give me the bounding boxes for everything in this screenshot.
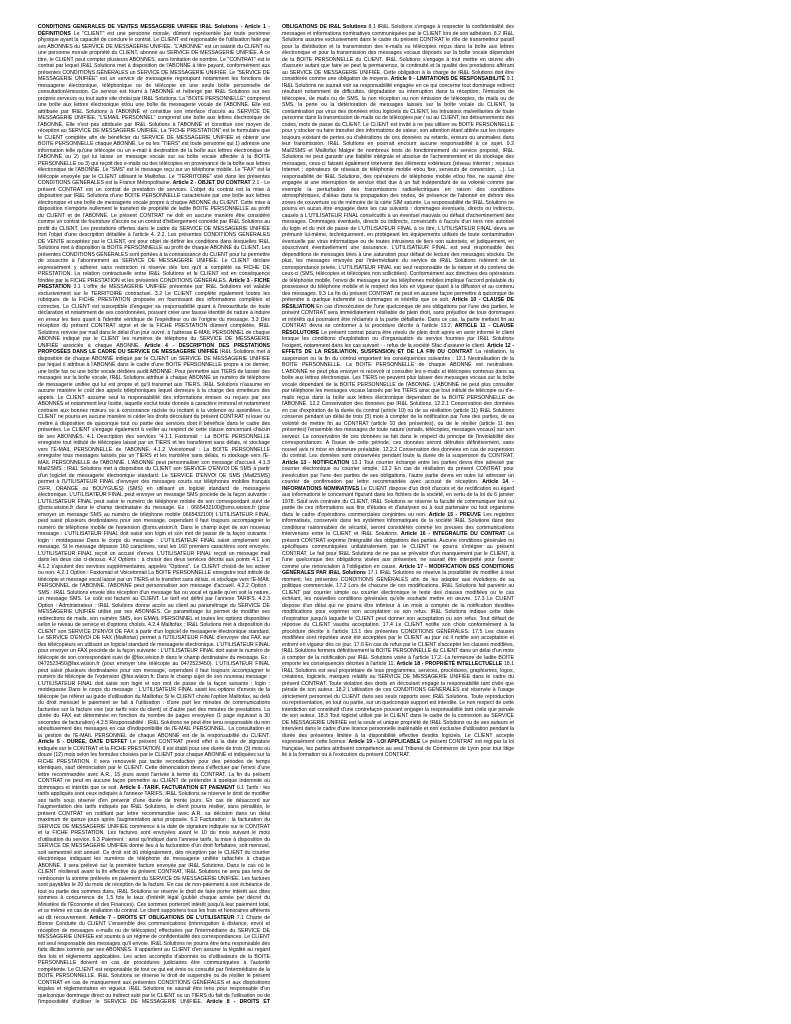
article-heading: Article 17 - MODIFICATION DES CONDITIONS GÉNÉRALES PAR IR&L Solutions xyxy=(282,563,514,576)
article-heading: Article 10 - CLAUSE DE RÉSILIATION xyxy=(282,297,514,310)
article-text: IR&L Solutions met à disposition de chaque ABONNÉ indiqué par le CLIENT un SERVICE DE MESSAGERIE UNIFIÉE par lequel il attribue à l'ABONNÉ dans le cadre d'une BOITE PERSONNELLE propre à ce dernier, une boîte fax ou une boîte vocale dédiées audit ABONNÉ. Pour permettre aux TIERS de laisser des messages sur la boîte vocale, IR&L Solutions attribue à chaque ABONNÉ un numéro de téléphone de messagerie unifiée qui lui est propre et qu'il transmet aux TIERS. IR&L Solutions n'assume en aucune manière le coût des appels téléphoniques lequel demeure à la charge des émetteurs des appels. Le CLIENT assume seul la responsabilité des informations émises ou reçues par ses ABONNÉS et notamment leur licéité, laquelle exclut toute donnée à caractère immoral et notamment contraire aux bonnes mœurs ou à consonance raciste ou incitant à la violence ou assimilées. Le CLIENT ne pourra en aucune manière ni céder les droits découlant du présent CONTRAT ni louer ou mettre à disposition de quiconque tout ou partie des services dont il bénéficie dans le cadre des présentes. Le CLIENT s'engage également à veiller au respect de cette clause concernant chacun de ses ABONNÉS. 4.1 Description des services "4.1.1 Faxtomail : La BOITE PERSONNELLE enregistre tout intitulé de télécopies laissé par un TIERS et les transfèrent sans délais, ni stockage vers l'E-MAIL PERSONNELLE de l'ABONNÉ. 4.1.2 Voicetomail : La BOITE PERSONNELLE enregistre tous messages laissés par un TIERS et les transfère sans délais, ni stockage vers l'E-MAIL PERSONNELLE de l'ABONNÉ. L'ABONNÉ peut personnaliser son message d'accueil. 4.1.3 Mail2SMS : IR&L Solutions met à disposition du CLIENT son SERVICE D'ENVOI DE SMS à partir d'un logiciel de messagerie électronique standard. Le SERVICE D'ENVOI DE SMS (Mail2SMS) permet à l'UTILISATEUR FINAL d'envoyer des messages courts sur téléphones mobiles français (SFR, ORANGE ou BOUYGUES) (SMS) en utilisant un logiciel standard de messagerie électronique. L'UTILISATEUR FINAL peut envoyer un message SMS procède de la façon suivante : L'UTILISATEUR FINAL peut saisir le numéro de téléphone mobile de son correspondant suivi de @sms.wision.fr dans le champ destinataire du message. Ex : 0665432100@sms.wision.fr (pour envoyer un message SMS au numéro de téléphone mobile 0665432100) L'UTILISATEUR FINAL peut saisir plusieurs destinataires pour son message, cependant il faut toujours accompagner le numéro de téléphone mobile de l'extension @sms.wision.fr. Dans le champ sujet de son nouveau message : L'UTILISATEUR FINAL doit saisir son login et son mot de passe de la façon suivante : login : motdepasse Dans le corps du message : L'UTILISATEUR FINAL saisit simplement son message. Si le message dépasse 160 caractères, seul les 160 premiers caractères sont envoyés. L'UTILISATEUR FINAL reçoit un accusé d'envoi. L'UTILISATEUR FINAL reçoit un message mail dans les deux cas ci-dessus. 4.2 Options : à choisir des deux services décrits aux points 4.1.1 et 4.1.2 s'ajoutent des services supplémentaires, appelés "Options". Le CLIENT choisit de les activer ou non. 4.2.1 Option : Faxtomail et Voicetomail La BOITE PERSONNELLE enregistre tout intitulé de télécopie et message vocal laissé par un TIERS et le transfert sans délais, ni stockage vers l'E-MAIL PERSONNEL de l'ABONNÉ. l'ABONNÉ peut personnaliser son message d'accueil. 4.2.2 Option : SMS : IR&L Solutions envoie dès réception d'un message fax ou vocal et quelle qu'en soit la nature, un message SMS. Le coût est facturé au CLIENT. Le tarif est défini par l'annexe TARIFS. 4.2.3 Option : Administrateur : IR&L Solutions donne accès au client au paramétrage du SERVICE DE MESSAGERIE UNIFIÉE utilisé par ses ABONNÉS. Ce paramétrage lui permet de modifier ses redirections de mails, son numéro SMS, son EMAIL PERSONNEL et toutes les options disponibles selon le niveau de service et d'options choisis. 4.2.4 Mailtofax : IR&L Solutions met à disposition du CLIENT son SERVICE D'ENVOI DE FAX à partir d'un logiciel de messagerie électronique standard. Le SERVICE D'ENVOI DE FAX (Mailtofax) permet à l'UTILISATEUR FINAL d'envoyer des FAX sur des télécopieurs en utilisant un logiciel standard de messagerie électronique. L'UTILISATEUR FINAL pour envoyer un FAX procède de la façon suivante : L'UTILISATEUR FINAL doit saisir le numéro de télécopie de son correspondant suivi de @fax.wision.fr dans le champ destinataire du message. Ex : 0472523450@fax.wision.fr (pour envoyer une télécopie au 0472523450). L'UTILISATEUR FINAL peut saisir plusieurs destinataires pour son message, cependant il faut toujours accompagner le numéro de télécopie de l'extension @fax.wision.fr. Dans le champ sujet de son nouveau message : L'UTILISATEUR FINAL doit saisir son login et son mot de passe de la façon suivante : login : motdepasse Dans le corps du message : L'UTILISATEUR FINAL saisit les options d'envois de la télécopie (se référer au guide d'utilisation du Mailtofax Si le CLIENT choisi l'option Mailtofax, au delà du droit mensuel le paiement se fait à l'utilisation : d'une part les minutes de communications facturées sur la facture voix (sur tarifs voix du client) et d'autre part des minutes de prestations. La durée du FAX est déterminée en fonction du nombre de pages envoyées (1 page équivaut à 30 secondes de facturation) 4.2.5 Responsabilité : IR&L Solutions ne peut être tenu responsable du non aboutissement des messages en cas d'indisponibilité de l'E-MAIL PERSONNEL. La consultation et la gestion de l'E-MAIL PERSONNEL de chaque ABONNÉ est de la responsabilité du CLIENT. xyxy=(38,349,270,739)
article-text: Le présent CONTRAT est régi par la loi française, les parties attribuent compétence au seul Tribunal de Commerce de Lyon pour tout litige lié à la formation ou à l'exécution du présent CONTRAT. xyxy=(282,739,514,758)
article-text: 3.1 L'offre de MESSAGERIE UNIFIÉE présentée par IR&L Solutions est valable exclusivement sur le TERRITOIRE contractuel. 3.2 Le CLIENT complète également toutes les rubriques de la FICHE PRESTATION proposée en fournissant des informations complètes et correctes. Le CLIENT est susceptible d'engager sa responsabilité quant à l'inexactitude de toute déclaration et notamment de ses coordonnées, pouvant créer une fausse identité de nature à induire en erreur les tiers quant à l'identité véridique de l'expéditeur ou de l'origine du message. 3.3 Dès réception du présent CONTRAT signé et de la FICHE PRESTATION dûment complétée, IR&L Solutions renvoie par mail dans le délai d'un jour ouvré, à l'adresse E-MAIL PERSONNEL de chaque ABONNÉ indiqué par le CLIENT les numéros de téléphone du SERVICE DE MESSAGERIE UNIFIÉE associés à chaque ABONNÉ. xyxy=(38,284,270,349)
article-text: Le CLIENT dispose d'un droit d'accès et de rectification eu égard aux informations le concernant figurant dans les fichiers de la société, en vertu de la loi du 6 janvier 1978. Sauf avis contraire du CLIENT, IR&L Solutions se réserve la faculté de communiquer tout ou partie de ces informations aux fins d'études et d'analyses ou à tout partenaire ou tout organisme dans le cadre d'opérations commerciales conjointes ou non. xyxy=(282,485,515,518)
article-heading: Article 7 - DROITS ET OBLIGATIONS DE L'UTILISATEUR xyxy=(89,914,237,921)
sections-container xyxy=(38,24,514,1005)
article-text: 17.1 IR&L Solutions se réserve la possibilité de modifier à tout moment, les présentes CONDITIONS GÉNÉRALES afin de les adapter aux évolutions de sa politique commerciale. 17.2 Lors de chacune de ces modifications, IR&L Solutions fait parvenir au CLIENT par courrier simple ou courrier électronique le texte des clauses modifiées ou le cas échéant, les nouvelles conditions générales qu'elle souhaite mettre en œuvre. 17.3 Le CLIENT dispose d'un délai qui ne pourra être inférieur à un mois à compter de la notification desdites modifications pour exprimer son acceptation ou son refus. IR&L Solutions indique cette date d'expiration jusqu'à laquelle le CLIENT peut donner son acceptation ou son refus. Tout défaut de réponse du CLIENT vaudra acceptation. 17.4 Le CLIENT notifie son choix conformément à la procédure décrite à l'article 13.1 des présentes CONDITIONS GÉNÉRALES. 17.5 Les clauses modifiées sont réputées avoir été acceptées par le CLIENT au jour où il notifie son acceptation et entrent en vigueur dès ce jour. 17.6 En cas de refus par le CLIENT d'accepter les clauses modifiées, IR&L Solutions fermera définitivement la BOITE PERSONNELLE du CLIENT dans un délai d'un mois à compter de la notification par IR&L Solutions visée à l'article 17.2. La fermeture de ladite BOITE emporte les conséquences décrites à l'article 11. xyxy=(282,570,514,667)
article-heading: Article 15 - PREUVE xyxy=(428,511,484,518)
article-heading: Article 19 - LOI APPLICABLE xyxy=(348,739,423,745)
article-text: Le présent CONTRAT exprime l'intégralité des obligations des parties. Aucune conditions générales ou spécifiques communiquées unilatéralement par le CLIENT ne pourra s'intégrer au présent CONTRAT. Le fait pour IR&L Solutions de ne pas se prévaloir d'un manquement par le CLIENT, à l'une quelconque des obligations visées aux présentes, ne saurait être interprété pour l'avenir comme une renonciation à l'obligation en cause. xyxy=(282,531,514,570)
article-heading: Article 3 - FICHE PRESTATION xyxy=(38,277,270,290)
article-heading: Article 9 - LIMITATIONS DE RESPONSABILITÉ xyxy=(390,76,507,82)
article-text: En cas d'inexécution de l'une quelconque de ses obligations par l'une des parties, le présent CONTRAT sera immédiatement résiliable de plein droit, sans préjudice de tous dommages et intérêts qui pourraient être réclamés à la partie défaillante. Dans ce cas, la partie mettant fin au CONTRAT devra se conformer à la procédure décrite à l'article 13.2. xyxy=(282,303,514,329)
article-heading: ARTICLE 11 - CLAUSE RÉSOLUTOIRE xyxy=(282,323,514,336)
article-heading: Article 16 - INTEGRALITE DU CONTRAT xyxy=(400,531,509,537)
article-heading: Article 14 - INFORMATIONS NOMINATIVES xyxy=(282,479,514,492)
article-text: 8.1 IR&L Solutions s'engage à respecter la confidentialité des messages et informations nominatives communiquées par le CLIENT lors de son adhésion. 8.2 IR&L Solutions assume exclusivement dans le cadre du présent CONTRAT le rôle de transmetteur passif pour la distribution et la transmission des e-mails ou télécopies reçus dans la boîte aux lettres électronique et pour la transmission des messages vocaux déposés sur la boîte vocale dépendant de la BOITE PERSONNELLE du CLIENT. IR&L Solutions s'engage à tout mettre en œuvre afin d'assurer autant que faire se peut la permanence, la continuité et la qualité des prestations afférant au SERVICE DE MESSAGERIE UNIFIÉE. Cette obligation à la charge de IR&L Solutions doit être considérée comme une obligation de moyens. xyxy=(282,24,514,82)
article-text: La résiliation, la suspension ou la fin du contrat emportent les conséquences suivantes : 12.1 Neutralisation de la BOITE PERSONNELLE. La BOITE PERSONNELLE de chaque ABONNÉ est neutralisée. L'ABONNÉ ne peut plus envoyer ni recevoir ni consulter les e-mails et télécopies contenus dans sa boîte aux lettres électronique. Les TIERS ne peuvent plus laisser des messages vocaux sur la boîte vocale dépendant de la BOITE PERSONNELLE de l'ABONNÉ. L'ABONNÉ ne peut plus consulter par téléphone les messages vocaux laissés par les TIERS ainsi que tout intitulé de télécopie ou d'e-mails reçus dans la boîte aux lettres électronique dépendant de la BOITE PERSONNELLE de l'ABONNÉ. 12.2 Conservation des données par IR&L Solutions. 12.2.1 Conservation des données en cas d'expiration de la durée du contrat (article 10) ou de sa résiliation (article 11) IR&L Solutions conserve pendant un délai de trois (3) mois à compter de la notification par l'une des parties, de sa volonté de mettre fin au CONTRAT (article 10 des présentes), ou de le résilier (article 11 des présentes) l'ensemble des messages de toute nature (emails, télécopies, messages vocaux) sur son serveur. La conservation de ces données se fait dans le respect du principe de l'inviolabilité des correspondances. A l'issue de cette période, ces données seront détruites définitivement, sans nouvel avis ni mise en demeure préalable. 12.2.2 Conservation des données en cas de suspension du contrat. Les données sont conservées pendant toute la durée de la suspension du CONTRAT. xyxy=(282,349,514,459)
document-title: CONDITIONS GENERALES DE VENTES MESSAGERIE UNIFIEE IR&L Solutions xyxy=(38,24,239,30)
article-heading: Article 2 - OBJET DU CONTRAT xyxy=(172,180,253,186)
article-text: 6.1 Tarifs : les tarifs appliqués sont ceux indiqués à l'annexe TARIFS. IR&L Solutions se réserve le droit de modifier ses tarifs sous réserve d'en prévenir d'une durée de trente jours. En cas de désaccord sur l'augmentation des tarifs indiqués par IR&L Solutions, le client pourra résilier, sans pénalités, le présent CONTRAT en notifiant par lettre recommandée avec A.R. sa décision dans un délai maximum de quinze jours après l'augmentation ainsi proposée. 6.2 Facturation : la facturation du SERVICE DE MESSAGERIE UNIFIÉE commence à la date de signature indiquée sur le CONTRAT et la FICHE PRESTATION. Les factures sont envoyées avant le 10 du mois suivant le mois d'utilisation du service. 6.3 Paiement : ainsi qu'indiqué dans l'annexe tarifs, la mise à disposition du SERVICE DE MESSAGERIE UNIFIÉE donne lieu à la facturation d'un droit forfaitaire, soit mensuel, soit semestriel soit annuel. Ce droit est dû intégralement, dès réception par le CLIENT du courrier électronique indiquant les numéros de téléphone de messagerie unifiée rattachés à chaque ABONNÉ. Il sera prélevé sur la première facture envoyée par IR&L Solutions. Dans le cas où le CLIENT résilierait avant la fin effective du présent CONTRAT, IR&L Solutions ne sera pas tenu de rembourser la somme prélevée en paiement du SERVICE DE MESSAGERIE UNIFIÉE. Les factures sont payables le 20 du mois de réception de la facture. En cas de non-paiement à son échéance de tout ou partie des sommes dues, IR&L Solutions se réserve le droit de faire porter intérêt aux dites sommes à concurrence de 1,5 fois le taux d'intérêt légal (publié chaque année par décret du Ministère de l'Économie et des Finances). Ces sommes porteront intérêt jusqu'à leur paiement total, et ce même en cas de résiliation du contrat. Le client supportera tous les frais et honoraires afférents au dit recouvrement. xyxy=(38,784,271,921)
article-text: 9.1 IR&L Solutions ne saurait voir sa responsabilité engagée en ce qui concerne tout dommage indirect résultant notamment de difficultés, dégradation ou interruption dans la réception, l'émission de télécopies, de mails ou de SMS, la non réception ou non émission de télécopies, de mails ou de SMS, la perte ou la détérioration de messages laissés sur la boîte vocale du CLIENT, la contamination par virus des données et/ou logiciels du CLIENT, les intrusions malveillantes de toute personne dans la transmission de mails ou de télécopies par / ou au CLIENT, les détournements des codes, mots de passe du CLIENT. Le CLIENT est invité à ne pas utiliser sa BOITE PERSONNELLE pour y stocker ou faire transiter des informations de valeur, son attention étant attirée sur les risques toujours existant de pertes ou d'altérations de ces données ou retards, erreurs ou anomalies dans leur transmission. IR&L Solutions en pourrait encourir aucune responsabilité à ce sujet. 9.2 Mail2SMS et Mailtofax Malgré de nombreux tests de fonctionnement du service proposé, IR&L Solutions ne peut garantir une fiabilité intégrale et absolue de l'acheminement et du stockage des messages, ceux-ci faisant également intervenir des éléments extérieurs (réseau internet ; réseaux Internet ; opérateurs de réseaux de téléphonie mobile et/ou fixe, serveurs de conversion, ...). La responsabilité de IR&L Solutions, des opérateurs de téléphonie mobile et/ou fixe, ne saurait être engagée si une interruption de service était due à un fait indépendant de sa volonté comme par exemple la perturbation des transmissions radioélectriques en raison des conditions atmosphériques, d'aléas dans la propagation des ondes, de présence de l'abonné en dehors des zones de couverture ou de mémoire de la carte SIM saturée. La responsabilité de IR&L Solutions ne pourra en aucun être engagée dans les cas suivants : dommages éventuels, directs ou indirects, causés à L'UTILISATEUR FINAL consécutifs à un éventuel mauvais ou défaut d'acheminement des messages. Dommages éventuels, directs ou indirects, consécutifs à l'accès d'un tiers non autorisé du login et du mot de passe de L'UTILISATEUR FINAL à ce titre, L'UTILISATEUR FINAL devra se prémunir lui-même, techniquement, en protégeant les équipements utilisés de toute contamination éventuelle par virus informatique ou de toutes intrusions de tiers non autorisés, et judiquement, en souscrivant éventuellement une assurance. L'UTILISATEUR FINAL est seul responsable des dépenditions de messages liées à une saturation pour défaut de lecture des messages stockés. De plus, les messages envoyés par l'intermédiaire du service de IR&L Solutions relèvent de la correspondance privée, L'UTILISATEUR FINAL est seul responsable de la nature et du contenu de ceux-ci (SMS, télécopies et télécopies non sollicitées). Conformément aux directives des opérateurs de téléphonie mobile, l'envoi de messages sur les téléphones mobiles implique l'accord préalable du possesseur du téléphone mobile et le respect des lois en vigueur quant à la diffusion et au contenu des messages. 9.3 La fin du présent CONTRAT ne peut en aucune façon permettre à quiconque de prétendre à quelque indemnité ou dommages et intérêts que ce soit. xyxy=(282,76,514,303)
article-text: Le "CLIENT" est une personne morale, dûment représentée par toute personne physique ayant la capacité de conclure le contrat. Le CLIENT est responsable de l'utilisation faite par ses ABONNES du SERVICE DE MESSAGERIE UNIFIÉE. "L'ABONNE" est un salarié du CLIENT ou une personne morale propriété du CLIENT, abonné au SERVICE DE MESSAGERIE UNIFIÉE. A ce titre, le CLIENT peut compter plusieurs ABONNES, sans limitation de nombre. Le "CONTRAT" est le contrat par lequel IR&L Solutions met à disposition de l'ABONNÉ à titre payant, conformément aux présentes CONDITIONS GÉNÉRALES un SERVICE DE MESSAGERIE UNIFIÉE. Le "SERVICE DE MESSAGERIE UNIFIÉE" est un service de messagerie regroupant notamment les fonctions de messagerie électronique, téléphonique ou de télécopie en une seule boîte personnelle de consultation/émission. Ce service est fourni à l'ABONNÉ et hébergé par IR&L Solutions sur ses propres serveurs ou tout autre site choisi par IR&L Solutions. La "BOITE PERSONNELLE" comprend une boîte aux lettres électronique et/ou une boîte de messagerie vocale de l'ABONNÉ. Elle est attribuée par IR&L Solutions à l'ABONNÉ et constitue son interface d'accès au SERVICE DE MESSAGERIE UNIFIÉE. "L'EMAIL PERSONNEL" comprend une boîte aux lettres électronique de l'ABONNÉ. Elle n'est pas attribuée par IR&L Solutions à l'ABONNÉ et constitue son moyen de réception au SERVICE DE MESSAGERIE UNIFIÉE. La "FICHE PRESTATION" est le formulaire que le CLIENT complète afin de bénéficier du SERVICE DE MESSAGERIE UNIFIÉE et obtenir une BOITE PERSONNELLE chaque ABONNÉ. Le ou les "TIERS" est toute personne qui 1) adresse une information telle qu'une télécopie ou un e-mail à destination de la boîte aux lettres électronique de l'ABONNÉ ou 2) qui lui laisse un message vocale sur sa boîte vocale affectée à la BOITE PERSONNELLE ou 3) qui reçoit des e-mails ou des télécopies en provenance de la boîte aux lettres électronique de l'ABONNÉ. Le "SMS" est le message reçu sur un téléphone mobile. Le "FAX" est la télécopie envoyée par le CLIENT utilisant le Mailtofax. Le "TERRITOIRE" visé dans les présentes CONDITIONS GÉNÉRALES est la France Métropolitaine. xyxy=(38,30,270,186)
article-text: 13.1 Tout courrier échangé entre les parties devra être adressé par courrier électronique ou courrier simple. 13.2 En cas de résiliation du présent CONTRAT pour inexécution par l'une des parties de ses obligations, l'autre partie devra en outre lui adresser un courrier de confirmation par lettre recommandée avec accusé de réception. xyxy=(282,459,514,485)
article-heading: Article 8 - DROITS ET OBLIGATIONS DE IR&L Solutions xyxy=(206,24,369,1005)
article-text: Le présent contrat pourra être résolu de plein droit après en avoir informé le client lorsque les conditions d'exploitation ou d'organisation du service fournies par IR&L Solutions l'exigent, notamment dans les cas suivant : - refus de la société Sfac d'assurer le client. xyxy=(282,329,514,349)
contract-document xyxy=(38,24,758,1009)
article-heading: Article 6 -TARIF, FACTURATION ET PAIEMENT xyxy=(119,784,237,791)
article-text: 2.1 - Le présent CONTRAT est un contrat de prestation de services. L'objet du contrat est la mise à disposition par IR&L Solutions d'une BOITE PERSONNELLE caractérisée par une boîte aux lettres électronique et une boîte de messagerie vocale propre à chaque ABONNÉ du CLIENT. Cette mise à disposition n'emporte nullement le transfert de propriété de ladite BOITE PERSONNELLE au profit du CLIENT et de l'ABONNÉ. Le présent CONTRAT ne doit en aucune manière être considéré comme un contrat de fourniture d'accès ou un contrat d'hébergement concédé par IR&L Solutions au profit du CLIENT. Les prestations offertes dans le cadre du SERVICE DE MESSAGERIE UNIFIÉE font l'objet d'une description détaillée à l'article 4. 2.2. Les présentes CONDITIONS GÉNÉRALES DE VENTE acceptées par le CLIENT, ont pour objet de définir les conditions dans lesquelles IR&L Solutions met à disposition la BOITE PERSONNELLE au profit de chaque ABONNÉ du CLIENT. Les présentes CONDITIONS GÉNÉRALES sont portées à la connaissance du CLIENT pour lui permettre de souscrire à l'abonnement au SERVICE DE MESSAGERIE UNIFIÉE. Le CLIENT déclare expressément y adhérer sans restriction ni réserve dès lors qu'il a complété sa FICHE DE PRESTATION. La relation contractuelle entre IR&L Solutions et le CLIENT est en conséquence fondée par la FICHE PRESTATION et les présentes CONDITIONS GÉNÉRALES. xyxy=(38,180,271,284)
article-text: Le présent CONTRAT prend effet à la date de signature indiquée sur le CONTRAT et la FICHE PRESTATION. Il est établi pour une durée de trois (3) mois ou douze (12) mois selon les formules choisies par le CLIENT pour chaque ABONNÉ et indiquées sur la FICHE PRESTATION. Il sera renouvelé par tacite reconduction pour des périodes de temps identiques, sauf dénonciation par le CLIENT. Cette dénonciation devra s'effectuer par l'envoi d'une lettre recommandée avec A.R., 15 jours avant l'arrivée à terme du CONTRAT. La fin du présent CONTRAT ne peut en aucune façon permettre au CLIENT de prétendre à quelque indemnité ou dommages et intérêts que ce soit. xyxy=(38,739,270,791)
article-heading: Article 13 - NOTIFICATION xyxy=(282,459,352,466)
article-text: 18.1 IR&L Solutions est seul propriétaire de tous programmes, services, procédures, graphismes, logos, créations, logiciels, marques relatifs au SERVICE DE MESSAGERIE UNIFIÉE dans le cadre du présent CONTRAT. Toute violation des droits en découlant engage la responsabilité tant civile que pénale de son auteur. 18.2 L'utilisation de ces CONDITIONS GÉNÉRALES est réservée à l'usage strictement personnel du CLIENT dans ses seuls rapports avec IR&L Solutions. Toute reproduction ou représentation, en tout ou partie, sur un quelconque support est interdite. Le non respect de cette interdiction est constitutif d'une contrefaçon pouvant engager la responsabilité tant civile que pénale de son auteur. 18.3 Tout logiciel utilisé par le CLIENT dans le cadre de la connexion au SERVICE DE MESSAGERIE UNIFIÉE est la seule et unique propriété de IR&L Solutions ou de ses auteurs et intervient dans le cadre d'une licence personnelle inaliénable et non exclusive d'utilisation pendant la durée des présentes limitée à la disponibilité effective desdits logiciels. Le CLIENT accepte expressément cette licence. xyxy=(282,661,515,745)
article-heading: Article 4 - DESCRIPTION DES PRESTATIONS PROPOSÉES DANS LE CADRE DU SERVICE DE MESSAGERIE UNIFIÉE xyxy=(38,342,270,355)
article-text: Les registres informatisés, conservés dans les systèmes informatiques de la société IR&L Solutions dans des conditions raisonnables de sécurité, seront considérés comme les preuves des communications intervenues entre le CLIENT et IR&L Solutions. xyxy=(282,511,514,537)
article-heading: - Article 1 - DÉFINITIONS xyxy=(38,24,270,37)
article-heading: Article 18 - PROPRIÉTÉ INTELLECTUELLE xyxy=(396,661,504,667)
article-heading: Article 12 - EFFETS DE LA RÉSILIATION, SUSPENSION ET DE LA FIN DU CONTRAT xyxy=(282,342,514,355)
article-heading: Article 5 - DURÉE, DATE D'EFFET xyxy=(38,739,131,745)
article-text: 7.1 Charte de Bonne Conduite du CLIENT L'ensemble des communications (interrogation à distance, envoi et réception de messages e-mails ou de télécopies) effectuées par l'intermédiaire du SERVICE DE MESSAGERIE UNIFIÉE est soumis à un régime de confidentialité des correspondances. Le CLIENT est seul responsable des messages qu'il envoie. IR&L Solutions ne pourra être tenu responsable des faits illicites commis par ses ABONNÉS. Il appartient au CLIENT d'en assurer la légalité au regard des lois et règlements applicables. Les actes accomplis d'abonnés ou d'utilisateurs de la BOITE PERSONNELLE doivent en cas de procédures judiciaires être communiquées à l'autorité compétente. Le CLIENT est responsable de tout ce qui est émis ou consulté par l'intermédiaire de la BOITE PERSONNELLE. IR&L Solutions se réserve le droit de suspendre ou de résilier le présent CONTRAT en cas de manquement aux présentes CONDITIONS GÉNÉRALES et aux dispositions légales et réglementaires en vigueur. IR&L Solutions ne saurait être tenu pour responsable d'un quelconque dommage direct ou indirect subi par le CLIENT ou un TIERS du fait de l'utilisation ou de l'impossibilité d'utiliser le SERVICE DE MESSAGERIE UNIFIÉE. xyxy=(38,914,271,1005)
